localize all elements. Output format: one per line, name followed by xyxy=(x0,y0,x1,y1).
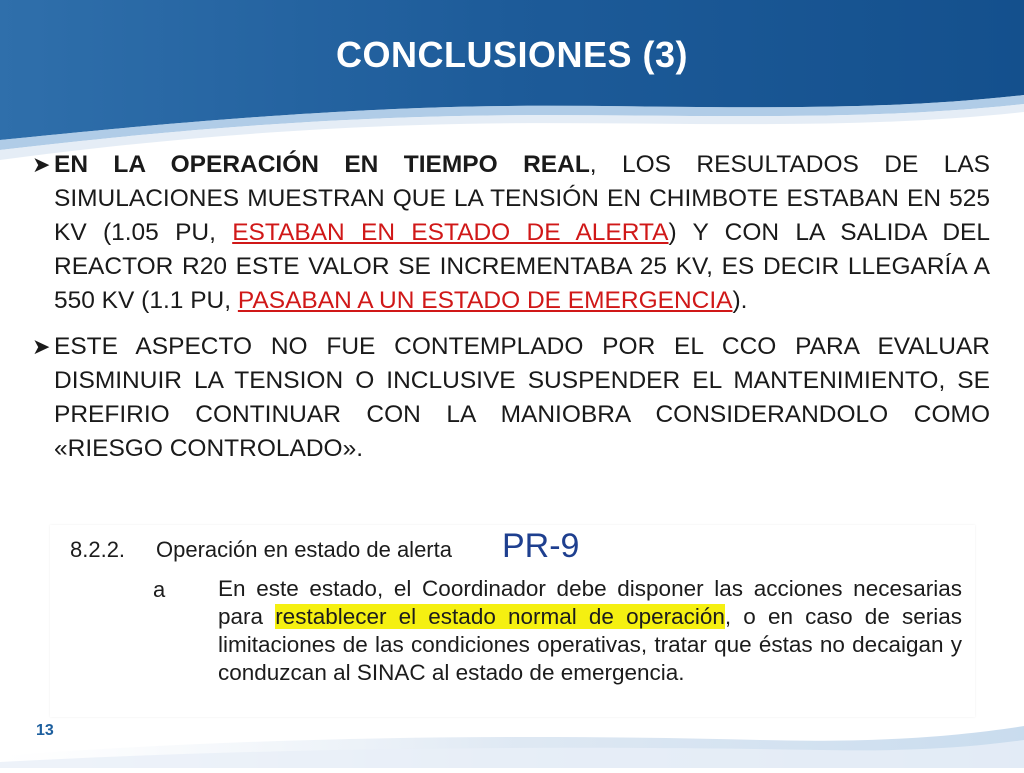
footer-wave-graphic xyxy=(0,706,1024,768)
arrow-bullet-icon: ➤ xyxy=(32,152,51,177)
bullet-text: ). xyxy=(732,287,748,314)
excerpt-text: , o en caso de serias limitaciones de las condiciones operativas, tratar que éstas no decaigan y conduzcan al SINAC al estado de emergencia. xyxy=(218,604,962,685)
bullet-bold-lead: EN LA OPERACIÓN EN TIEMPO REAL xyxy=(54,151,590,178)
page-number: 13 xyxy=(36,722,54,739)
emergency-state-text: PASABAN A UN ESTADO DE EMERGENCIA xyxy=(237,287,733,314)
excerpt-section-number: 8.2.2. xyxy=(70,537,126,562)
excerpt-pr-tag: PR-9 xyxy=(502,527,580,565)
excerpt-item-letter: a xyxy=(153,577,166,602)
bullet-list xyxy=(32,148,990,478)
bullet-text: ESTE ASPECTO NO FUE CONTEMPLADO POR EL CCO PARA EVALUAR DISMINUIR LA TENSION O INCLUSIVE SUSPENDER EL MANTENIMIENTO, SE PREFIRIO CONTINUAR CON LA MANIOBRA CONSIDERANDOLO COMO «RIESGO CONTROLADO». xyxy=(54,333,990,462)
header-banner xyxy=(0,0,1024,160)
regulation-excerpt-image xyxy=(50,525,975,717)
bullet-item-real-time xyxy=(32,148,990,318)
excerpt-body xyxy=(218,575,962,687)
slide-title: CONCLUSIONES (3) xyxy=(335,34,689,75)
excerpt-text: En este estado, el Coordinador debe disponer las acciones necesarias para xyxy=(218,576,962,629)
bullet-item-cco xyxy=(32,330,990,466)
header-wave-graphic xyxy=(0,0,1024,160)
arrow-bullet-icon: ➤ xyxy=(32,334,51,359)
alert-state-text: ESTABAN EN ESTADO DE ALERTA xyxy=(232,219,669,246)
bullet-text: , LOS RESULTADOS DE LAS SIMULACIONES MUESTRAN QUE LA TENSIÓN EN CHIMBOTE ESTABAN EN 525 KV (1.05 PU, xyxy=(54,151,991,246)
excerpt-highlight: restablecer el estado normal de operación xyxy=(275,604,725,629)
footer-wave xyxy=(0,706,1024,768)
bullet-text: ) Y CON LA SALIDA DEL REACTOR R20 ESTE VALOR SE INCREMENTABA 25 KV, ES DECIR LLEGARÍA A 550 KV (1.1 PU, xyxy=(54,219,990,314)
excerpt-section-title: Operación en estado de alerta xyxy=(156,537,452,562)
